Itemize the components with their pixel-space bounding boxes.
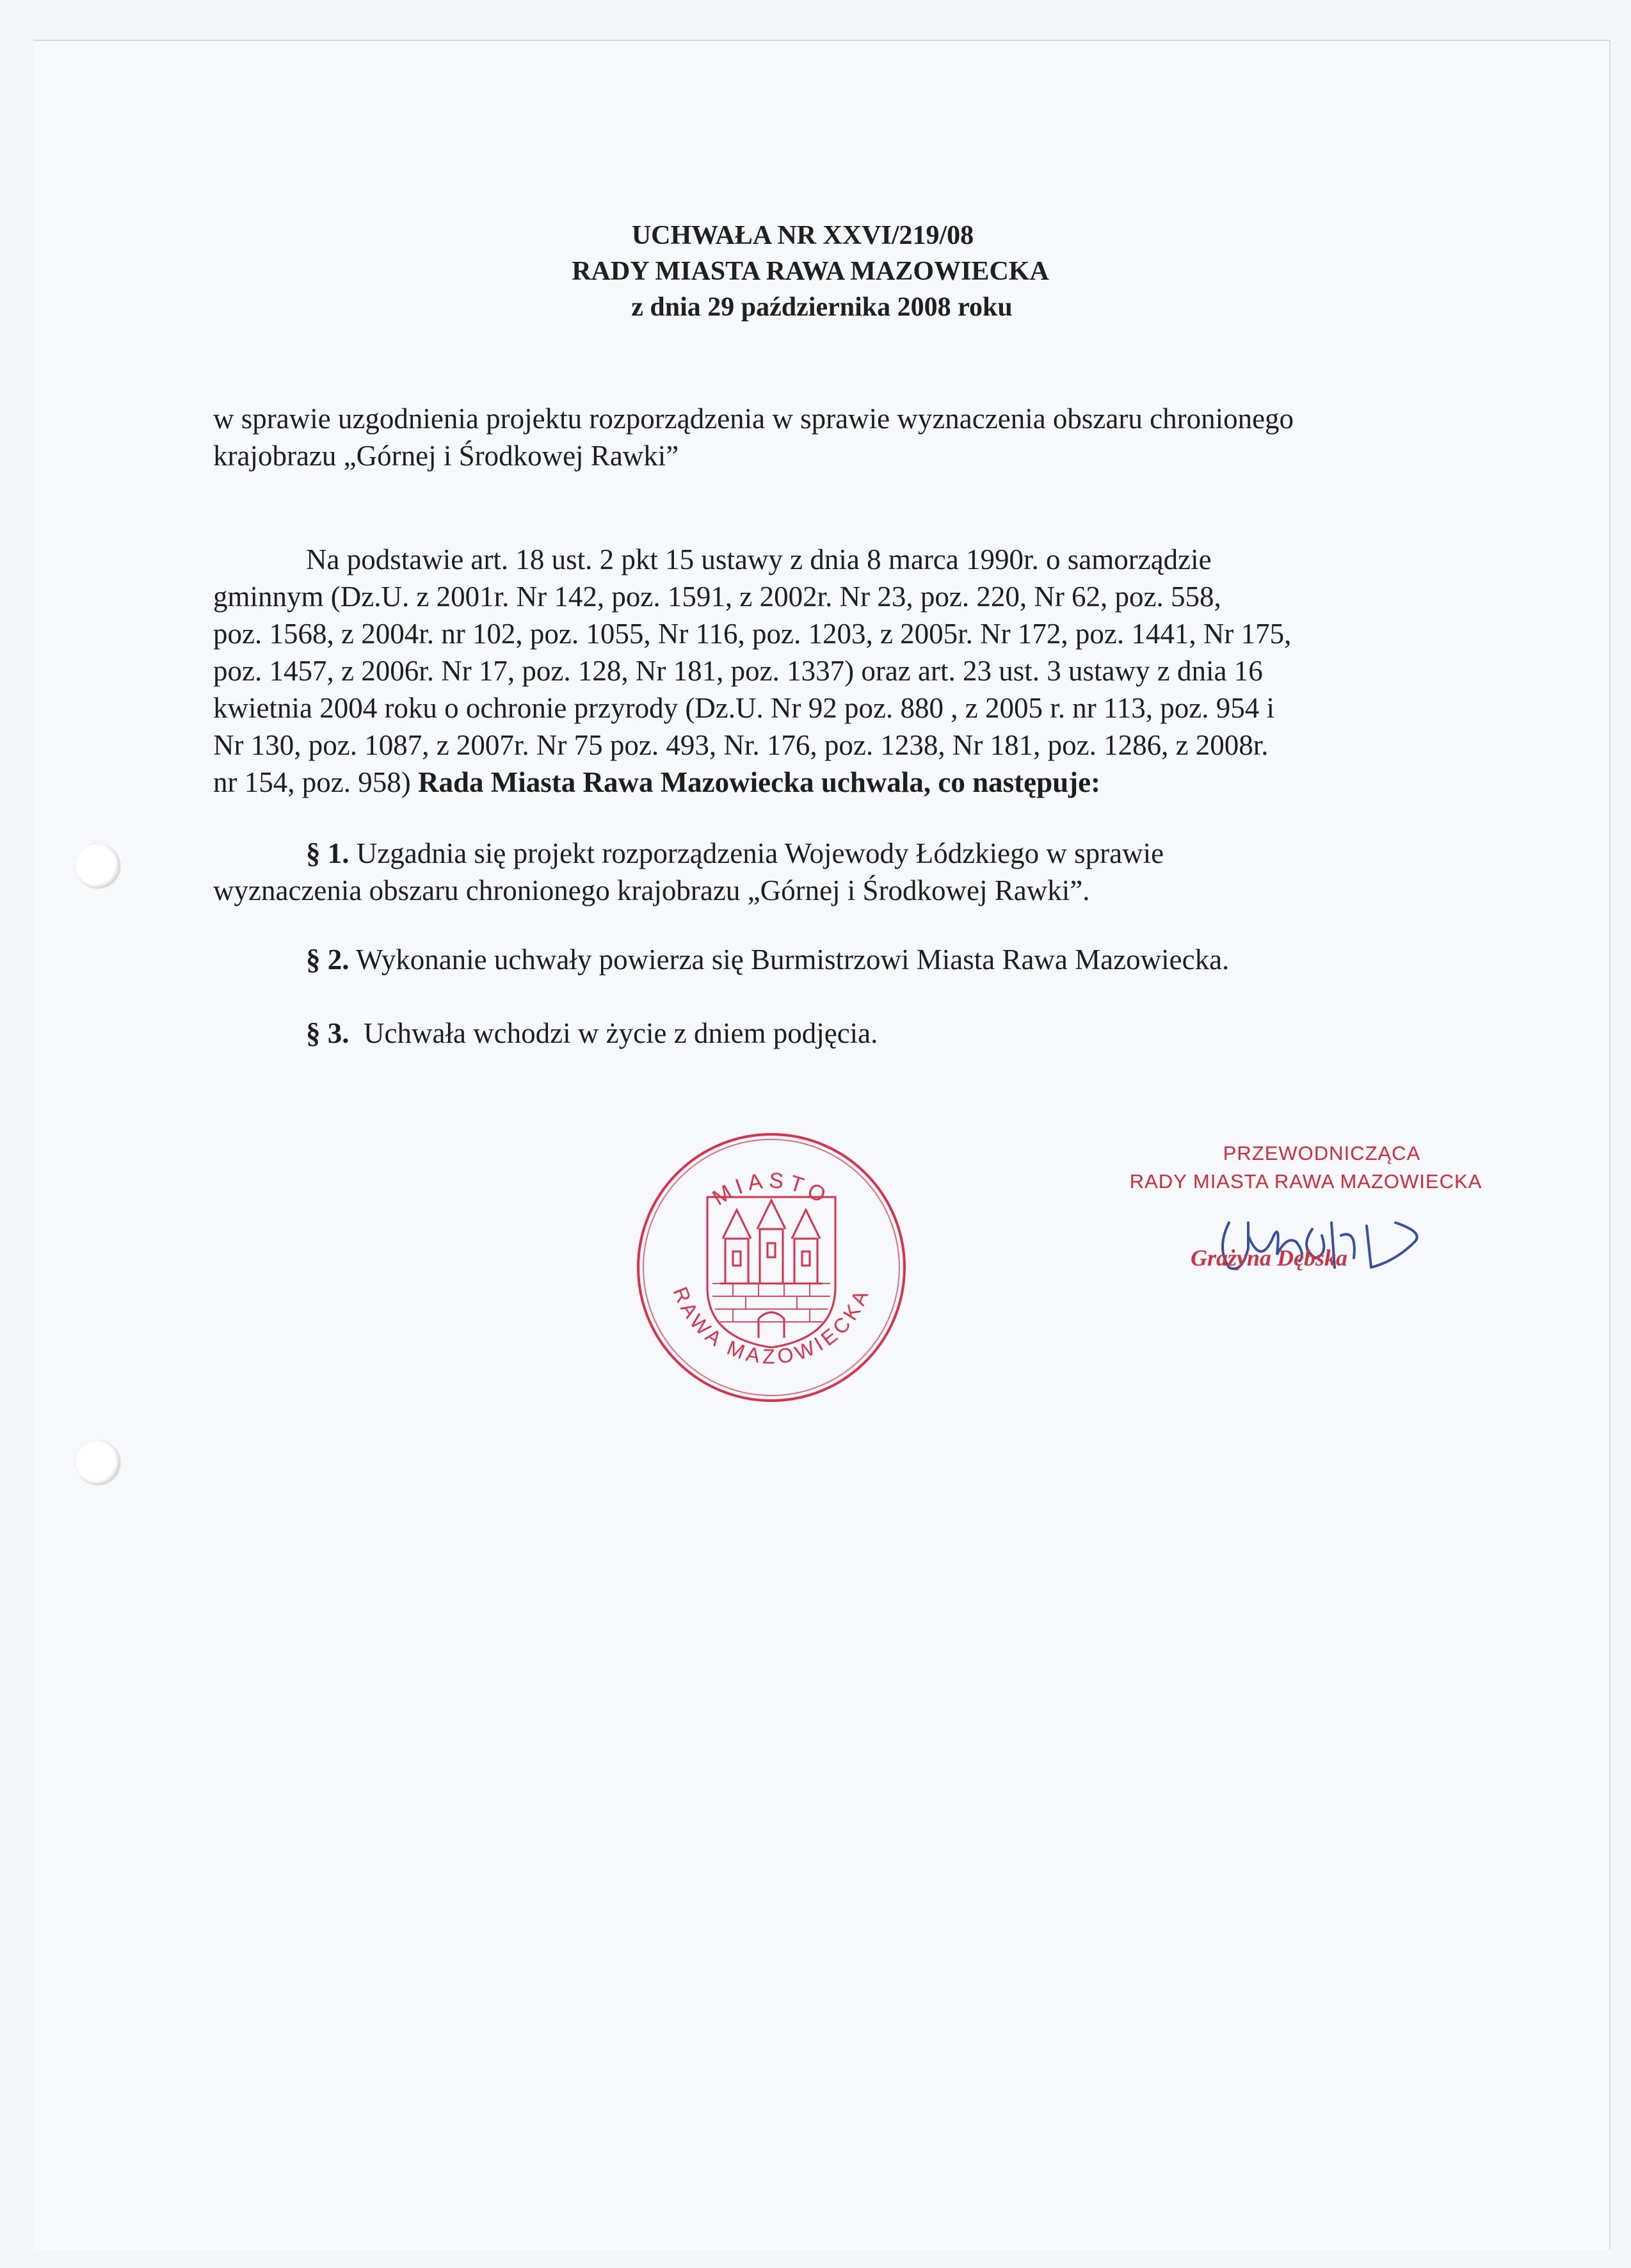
title-council: RADY MIASTA RAWA MAZOWIECKA bbox=[572, 257, 1049, 286]
seal-bottom-text: RAWA MAZOWIECKA bbox=[668, 1283, 874, 1369]
paragraph-1 bbox=[213, 835, 1449, 909]
punch-hole-top bbox=[76, 844, 120, 889]
paragraph-line bbox=[213, 941, 1449, 978]
legal-line-last bbox=[213, 764, 1449, 801]
legal-line: gminnym (Dz.U. z 2001r. Nr 142, poz. 1591, z 2002r. Nr 23, poz. 220, Nr 62, poz. 558, bbox=[213, 581, 1221, 613]
legal-line: kwietnia 2004 roku o ochronie przyrody (Dz.U. Nr 92 poz. 880 , z 2005 r. nr 113, poz. 954 i bbox=[213, 692, 1274, 724]
punch-hole-bottom bbox=[76, 1440, 120, 1485]
paragraph-line: wyznaczenia obszaru chronionego krajobrazu „Górnej i Środkowej Rawki”. bbox=[213, 874, 1090, 906]
paragraph-text: Wykonanie uchwały powierza się Burmistrzowi Miasta Rawa Mazowiecka. bbox=[355, 944, 1230, 976]
paragraph-number: § 1. bbox=[306, 837, 349, 869]
stamp-council: RADY MIASTA RAWA MAZOWIECKA bbox=[1129, 1170, 1482, 1193]
resolution-subject bbox=[213, 400, 1449, 474]
paragraph-line bbox=[213, 835, 1449, 872]
title-date: z dnia 29 października 2008 roku bbox=[631, 293, 1013, 322]
legal-line: poz. 1457, z 2006r. Nr 17, poz. 128, Nr 181, poz. 1337) oraz art. 23 ust. 3 ustawy z dnia 16 bbox=[213, 655, 1263, 687]
legal-line: Na podstawie art. 18 ust. 2 pkt 15 ustawy z dnia 8 marca 1990r. o samorządzie bbox=[306, 543, 1212, 575]
paragraph-2 bbox=[213, 941, 1449, 978]
legal-line: Nr 130, poz. 1087, z 2007r. Nr 75 poz. 493, Nr. 176, poz. 1238, Nr 181, poz. 1286, z 2008r. bbox=[213, 729, 1269, 761]
city-seal bbox=[631, 1127, 912, 1408]
paragraph-number: § 3. bbox=[306, 1017, 349, 1049]
legal-basis bbox=[213, 541, 1449, 801]
chairperson-name: Grażyna Dębska bbox=[1191, 1245, 1348, 1271]
paragraph-3 bbox=[213, 1015, 1449, 1052]
paragraph-text: Uchwała wchodzi w życie z dniem podjęcia. bbox=[364, 1017, 878, 1049]
chairperson-stamp bbox=[1075, 1139, 1536, 1196]
stamp-title: PRZEWODNICZĄCA bbox=[1223, 1142, 1421, 1164]
enacting-clause: Rada Miasta Rawa Mazowiecka uchwala, co następuje: bbox=[417, 766, 1101, 798]
paragraph-line bbox=[213, 1015, 1449, 1052]
subject-line: krajobrazu „Górnej i Środkowej Rawki” bbox=[213, 440, 679, 472]
title-number: UCHWAŁA NR XXVI/219/08 bbox=[631, 221, 974, 250]
seal-top-text: MIASTO bbox=[708, 1168, 835, 1210]
legal-line: poz. 1568, z 2004r. nr 102, poz. 1055, Nr 116, poz. 1203, z 2005r. Nr 172, poz. 1441, Nr 175, bbox=[213, 618, 1292, 650]
legal-line-text: nr 154, poz. 958) bbox=[213, 766, 411, 798]
resolution-title bbox=[0, 218, 1631, 325]
paragraph-number: § 2. bbox=[306, 944, 349, 976]
subject-line: w sprawie uzgodnienia projektu rozporządzenia w sprawie wyznaczenia obszaru chronionego bbox=[213, 403, 1294, 435]
paragraph-text: Uzgadnia się projekt rozporządzenia Wojewody Łódzkiego w sprawie bbox=[356, 837, 1164, 869]
coat-of-arms-icon bbox=[707, 1197, 835, 1347]
